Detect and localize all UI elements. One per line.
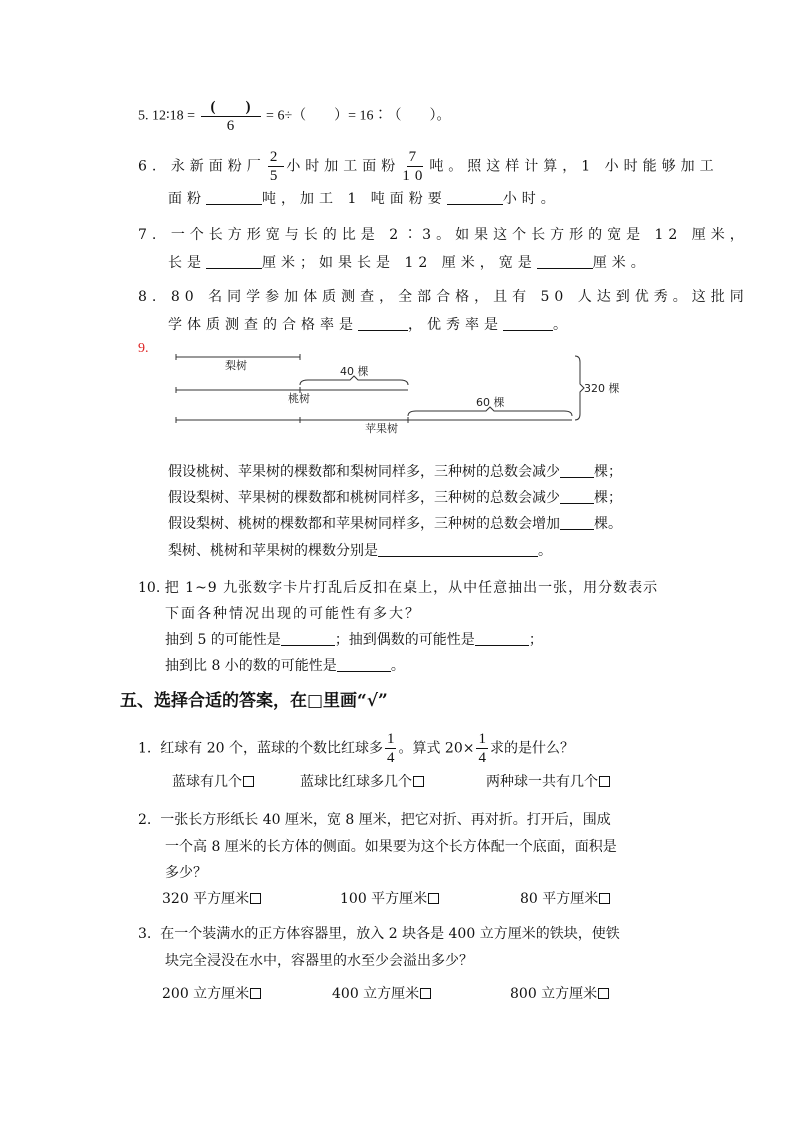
q5-text: 12∶18 = xyxy=(152,108,196,124)
fraction xyxy=(385,730,397,767)
s1-option-2[interactable] xyxy=(300,773,424,791)
q6-text: 吨，加工 1 吨面粉要 xyxy=(262,191,447,207)
q-number: 8. xyxy=(138,289,162,305)
s-question-1 xyxy=(138,730,574,767)
q7-text: 一个长方形宽与长的比是 2∶3。如果这个长方形的宽是 12 厘米， xyxy=(170,227,749,243)
q10-text: 抽到比 8 小的数的可能性是 xyxy=(165,658,337,674)
q9-text: 假设桃树、苹果树的棵数都和梨树同样多，三种树的总数会减少 xyxy=(168,464,560,480)
numerator: 1 xyxy=(478,731,486,747)
label-pear: 梨树 xyxy=(225,359,247,372)
label-apple: 苹果树 xyxy=(365,422,398,435)
q6-text: 小时加工面粉 xyxy=(286,158,401,175)
s1-text: 求的是什么？ xyxy=(489,740,574,757)
q6-text: 永新面粉厂 xyxy=(170,158,266,175)
q8-text: 。 xyxy=(553,317,572,333)
s3-text: 在一个装满水的正方体容器里，放入 2 块各是 400 立方厘米的铁块，使铁 xyxy=(160,926,620,942)
q10-text: ；抽到偶数的可能性是 xyxy=(334,632,475,648)
answer-blank[interactable] xyxy=(560,515,594,530)
option-label: 320 平方厘米 xyxy=(162,891,250,907)
numerator: 1 xyxy=(386,731,395,747)
numerator: 2 xyxy=(269,149,283,165)
brace-total xyxy=(575,356,584,420)
checkbox[interactable] xyxy=(250,893,261,904)
s2-option-2[interactable] xyxy=(340,890,439,908)
s3-option-2[interactable] xyxy=(332,985,431,1003)
q10-text: 把 1~9 九张数字卡片打乱后反扣在桌上，从中任意抽出一张，用分数表示 xyxy=(164,580,659,596)
s2-text: 一张长方形纸长 40 厘米，宽 8 厘米，把它对折、再对折。打开后，围成 xyxy=(160,812,611,828)
numerator: ( ) xyxy=(201,98,261,117)
s3-option-3[interactable] xyxy=(510,985,609,1003)
q9-text: 假设梨树、桃树的棵数都和苹果树同样多，三种树的总数会增加 xyxy=(168,516,560,532)
s3-text: 块完全浸没在水中，容器里的水至少会溢出多少？ xyxy=(165,953,473,969)
checkbox[interactable] xyxy=(598,988,609,999)
q8-text: 学体质测查的合格率是 xyxy=(168,317,358,333)
q8-text: ，优秀率是 xyxy=(408,317,503,333)
s1-option-1[interactable] xyxy=(172,773,254,791)
checkbox[interactable] xyxy=(250,988,261,999)
option-label: 100 平方厘米 xyxy=(340,891,428,907)
option-label: 蓝球比红球多几个 xyxy=(300,774,412,790)
q-number: 6. xyxy=(138,158,162,175)
s2-text: 多少？ xyxy=(165,865,207,881)
checkbox[interactable] xyxy=(420,988,431,999)
q6-text: 吨。照这样计算，1 小时能够加工 xyxy=(429,158,719,175)
label-total: 320 棵 xyxy=(584,382,620,395)
s2-option-3[interactable] xyxy=(520,890,610,908)
checkbox[interactable] xyxy=(428,893,439,904)
q8-text: 80 名同学参加体质测查，全部合格，且有 50 人达到优秀。这批同 xyxy=(170,289,749,305)
q10-text: ； xyxy=(528,632,543,648)
answer-blank[interactable] xyxy=(378,542,538,557)
option-label: 200 立方厘米 xyxy=(162,986,250,1002)
q-number: 7. xyxy=(138,227,162,243)
q9-line4 xyxy=(168,542,552,560)
q9-text: 棵。 xyxy=(594,516,622,532)
checkbox[interactable] xyxy=(243,776,254,787)
numerator: 7 xyxy=(408,149,422,165)
q9-line1 xyxy=(168,463,622,481)
s-question-2 xyxy=(138,811,611,829)
checkbox[interactable] xyxy=(599,893,610,904)
s2-option-1[interactable] xyxy=(162,890,261,908)
q9-text: 梨树、桃树和苹果树的棵数分别是 xyxy=(168,543,378,559)
answer-blank[interactable] xyxy=(475,631,529,646)
q9-text: 。 xyxy=(538,543,552,559)
q-number: 9. xyxy=(138,341,149,356)
q-number: 1. xyxy=(138,740,152,757)
denominator: 6 xyxy=(226,118,235,134)
option-label: 400 立方厘米 xyxy=(332,986,420,1002)
s1-text: 红球有 20 个，蓝球的个数比红球多 xyxy=(160,740,383,757)
denominator: 4 xyxy=(386,750,395,766)
checkbox[interactable] xyxy=(413,776,424,787)
label-peach: 桃树 xyxy=(288,392,310,405)
s2-text: 一个高 8 厘米的长方体的侧面。如果要为这个长方体配一个底面，面积是 xyxy=(165,839,617,855)
q-number: 3. xyxy=(138,926,152,942)
q5-text: = 6÷（ ）= 16∶（ ）。 xyxy=(266,108,451,124)
q10-text: 。 xyxy=(390,658,405,674)
q6-text: 面粉 xyxy=(168,191,206,207)
s1-text: 。算式 20× xyxy=(398,740,475,757)
fraction xyxy=(476,730,488,767)
option-label: 800 立方厘米 xyxy=(510,986,598,1002)
s-question-3 xyxy=(138,925,620,943)
denominator: 5 xyxy=(269,168,283,184)
s3-option-1[interactable] xyxy=(162,985,261,1003)
q-number: 2. xyxy=(138,812,152,828)
answer-blank[interactable] xyxy=(281,631,335,646)
q10-line3 xyxy=(165,631,543,649)
q9-text: 假设梨树、苹果树的棵数都和桃树同样多，三种树的总数会减少 xyxy=(168,490,560,506)
answer-blank[interactable] xyxy=(560,463,594,478)
q7-text: 厘米。 xyxy=(592,255,650,271)
q6-text: 小时。 xyxy=(502,191,560,207)
section-title: 五、选择合适的答案，在□里画“√” xyxy=(120,691,388,711)
q7-text: 厘米；如果长是 12 厘米，宽是 xyxy=(262,255,537,271)
denominator: 10 xyxy=(402,168,428,184)
q10-line4 xyxy=(165,657,405,675)
q10-text: 下面各种情况出现的可能性有多大？ xyxy=(165,606,421,622)
checkbox[interactable] xyxy=(599,776,610,787)
q9-text: 棵； xyxy=(594,490,622,506)
q7-text: 长是 xyxy=(168,255,206,271)
q9-text: 棵； xyxy=(594,464,622,480)
answer-blank[interactable] xyxy=(337,657,391,672)
label-60: 60 棵 xyxy=(476,396,505,409)
option-label: 80 平方厘米 xyxy=(520,891,599,907)
q9-line2 xyxy=(168,489,622,507)
answer-blank[interactable] xyxy=(560,489,594,504)
q10-text: 抽到 5 的可能性是 xyxy=(165,632,281,648)
q9-line3 xyxy=(168,515,622,533)
denominator: 4 xyxy=(478,750,486,766)
tree-diagram xyxy=(0,0,793,440)
question-10 xyxy=(138,579,658,597)
q-number: 5. xyxy=(138,108,149,124)
option-label: 蓝球有几个 xyxy=(172,774,242,790)
q-number: 10. xyxy=(138,580,161,596)
label-40: 40 棵 xyxy=(340,365,369,378)
option-label: 两种球一共有几个 xyxy=(486,774,598,790)
s1-option-3[interactable] xyxy=(486,773,610,791)
